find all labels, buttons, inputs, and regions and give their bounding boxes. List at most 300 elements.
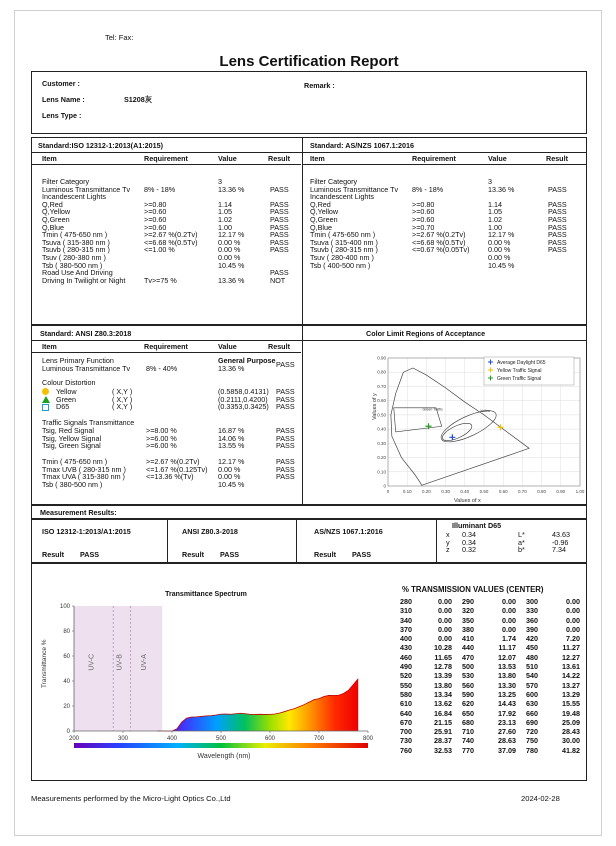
iso-result-cell: PASS bbox=[270, 245, 289, 255]
traffic-value: 16.87 % bbox=[218, 426, 245, 435]
trans-value: 25.09 bbox=[562, 717, 580, 727]
iso-result-label: ISO 12312-1:2013/A1:2015 bbox=[42, 527, 131, 536]
trans-value: 0.00 bbox=[566, 615, 580, 625]
iso-result-cell: NOT bbox=[270, 275, 286, 285]
asnzs-results bbox=[548, 178, 567, 269]
trans-value: 21.15 bbox=[434, 717, 452, 727]
asnzs-req: <=6.68 %(0.5Tv) bbox=[412, 237, 466, 247]
coord-key: y bbox=[446, 537, 450, 547]
ansi-section bbox=[31, 325, 587, 505]
trans-value: 14.22 bbox=[562, 671, 580, 681]
trans-wavelength: 680 bbox=[462, 717, 474, 727]
colour-result: PASS bbox=[276, 402, 295, 412]
ansi-tail-req bbox=[146, 481, 208, 489]
ansi-lum-req: 8% - 40% bbox=[146, 364, 178, 373]
trans-table-title: % TRANSMISSION VALUES (CENTER) bbox=[402, 585, 544, 594]
trans-value: 7.20 bbox=[566, 634, 580, 644]
asnzs-item: Q,Green bbox=[310, 214, 338, 224]
trans-value: 12.07 bbox=[498, 652, 516, 662]
asnzs-item: Q,Yellow bbox=[310, 207, 339, 217]
trans-value: 0.00 bbox=[438, 597, 452, 606]
ansi-tail-result: PASS bbox=[276, 464, 295, 474]
iso-header-item: Item bbox=[42, 154, 57, 163]
trans-value: 13.62 bbox=[434, 699, 452, 709]
cie-y-tick: 0.40 bbox=[377, 426, 386, 432]
lab-value: -0.96 bbox=[552, 537, 569, 547]
asnzs-item: Q,Blue bbox=[310, 222, 332, 232]
ansi-colour-xy bbox=[112, 388, 132, 411]
ansi-primary-label: Lens Primary Function bbox=[42, 356, 114, 365]
trans-row bbox=[400, 644, 586, 653]
traffic-req: >=6.00 % bbox=[146, 441, 177, 451]
cie-x-tick: 0.50 bbox=[479, 489, 489, 494]
lens-type-label: Lens Type : bbox=[42, 111, 82, 120]
ansi-tail-results bbox=[276, 458, 295, 488]
lens-name-label: Lens Name : bbox=[42, 95, 85, 104]
trans-row bbox=[400, 747, 586, 756]
trans-wavelength: 510 bbox=[526, 662, 538, 672]
traffic-value: 13.55 % bbox=[218, 441, 245, 451]
iso-req: >=2.67 %(0.2Tv) bbox=[144, 230, 198, 240]
traffic-req: >=6.00 % bbox=[146, 433, 177, 443]
ansi-tail-req: >=2.67 %(0.2Tv) bbox=[146, 457, 200, 466]
lab-key: L* bbox=[518, 530, 525, 539]
trans-wavelength: 310 bbox=[400, 606, 412, 616]
asnzs-item: Incandescent Lights bbox=[310, 192, 374, 202]
traffic-name: Tsig, Yellow Signal bbox=[42, 433, 102, 443]
ansi-tail-value: 10.45 % bbox=[218, 479, 245, 489]
trans-wavelength: 300 bbox=[526, 597, 538, 606]
colour-xy: ( X,Y ) bbox=[112, 394, 133, 404]
cie-x-tick: 0.30 bbox=[441, 489, 450, 494]
x-tick-label: 700 bbox=[313, 736, 325, 742]
trans-wavelength: 350 bbox=[462, 615, 474, 625]
asnzs-value: 12.17 % bbox=[488, 230, 515, 240]
iso-item: Q,Red bbox=[42, 199, 63, 209]
asnzs-result-label: AS/NZS 1067.1:2016 bbox=[314, 527, 383, 536]
iso-result-cell: PASS bbox=[270, 230, 289, 240]
asnzs-value: 0.00 % bbox=[488, 237, 511, 247]
trans-value: 12.78 bbox=[434, 662, 452, 672]
legend-label: Average Daylight D65 bbox=[497, 360, 546, 366]
trans-row bbox=[400, 607, 586, 616]
iso-req: >=0.80 bbox=[144, 199, 167, 209]
measurement-results bbox=[31, 519, 587, 563]
colour-xy: ( X,Y ) bbox=[112, 387, 133, 396]
uv-band-label: UV-C bbox=[88, 653, 96, 671]
ansi-result: Result bbox=[182, 550, 204, 559]
trans-value: 13.53 bbox=[498, 662, 516, 672]
standards-section bbox=[31, 137, 587, 325]
trans-value: 10.28 bbox=[434, 643, 452, 653]
trans-value: 28.63 bbox=[498, 736, 516, 746]
trans-wavelength: 290 bbox=[462, 597, 474, 606]
trans-wavelength: 710 bbox=[462, 727, 474, 737]
iso-req: 8% - 18% bbox=[144, 184, 176, 194]
asnzs-title: Standard: AS/NZS 1067.1:2016 bbox=[310, 141, 414, 150]
iso-item: Filter Category bbox=[42, 177, 90, 186]
iso-req: <=6.68 %(0.5Tv) bbox=[144, 237, 198, 247]
asnzs-result-cell: PASS bbox=[548, 214, 567, 224]
asnzs-result: Result bbox=[314, 550, 336, 559]
cie-x-tick: 0.60 bbox=[498, 489, 508, 494]
trans-wavelength: 380 bbox=[462, 624, 474, 634]
trans-value: 37.09 bbox=[498, 745, 516, 755]
trans-row bbox=[400, 691, 586, 700]
trans-value: 11.27 bbox=[562, 643, 580, 653]
trans-wavelength: 460 bbox=[400, 652, 412, 662]
iso-value: 10.45 % bbox=[218, 260, 245, 270]
trans-wavelength: 340 bbox=[400, 615, 412, 625]
trans-value: 13.61 bbox=[562, 662, 580, 672]
asnzs-req: <=0.67 %(0.05Tv) bbox=[412, 245, 470, 255]
trans-wavelength: 420 bbox=[526, 634, 538, 644]
iso-result-value: PASS bbox=[80, 550, 100, 559]
trans-wavelength: 630 bbox=[526, 699, 538, 709]
trans-value: 0.00 bbox=[502, 615, 516, 625]
trans-wavelength: 400 bbox=[400, 634, 412, 644]
x-tick-label: 500 bbox=[215, 736, 227, 742]
ansi-result-label: ANSI Z80.3-2018 bbox=[182, 527, 238, 536]
ansi-header-req: Requirement bbox=[144, 342, 188, 351]
acceptance-ellipse-outer bbox=[437, 405, 500, 448]
spectrum-title: Transmittance Spectrum bbox=[165, 591, 247, 598]
ansi-title: Standard: ANSI Z80.3:2018 bbox=[40, 329, 132, 338]
trans-value: 14.43 bbox=[498, 699, 516, 709]
asnzs-result-cell: PASS bbox=[548, 237, 567, 247]
asnzs-result-cell bbox=[548, 254, 567, 262]
asnzs-req: >=0.80 bbox=[412, 199, 435, 209]
trans-value: 13.80 bbox=[498, 671, 516, 681]
trans-row bbox=[400, 598, 586, 607]
cie-x-tick: 0.70 bbox=[518, 489, 527, 494]
trans-value: 17.92 bbox=[498, 708, 516, 718]
iso-items bbox=[42, 178, 130, 284]
asnzs-result-cell: PASS bbox=[548, 199, 567, 209]
trans-wavelength: 520 bbox=[400, 671, 412, 681]
trans-value: 0.00 bbox=[502, 606, 516, 616]
coord-key: z bbox=[446, 545, 450, 555]
trans-row bbox=[400, 663, 586, 672]
measurement-title: Measurement Results: bbox=[40, 508, 117, 517]
color-limit-chart bbox=[352, 350, 586, 504]
yellow-region-label: Yellow bbox=[480, 409, 491, 414]
ansi-header-item: Item bbox=[42, 342, 57, 351]
ansi-tail-values bbox=[218, 458, 244, 488]
iso-requirements bbox=[144, 178, 198, 284]
trans-value: 0.00 bbox=[566, 624, 580, 634]
transmittance-chart bbox=[36, 584, 376, 762]
colour-name: D65 bbox=[56, 402, 70, 412]
trans-row bbox=[400, 737, 586, 746]
coord-value: 0.34 bbox=[462, 537, 476, 547]
iso-result-cell: PASS bbox=[270, 268, 289, 278]
report-page bbox=[14, 10, 602, 836]
asnzs-value: 1.00 bbox=[488, 222, 502, 232]
ansi-tail-item: Tmin ( 475-650 nm ) bbox=[42, 457, 108, 466]
ansi-tail-item: Tsb ( 380-500 nm ) bbox=[42, 479, 103, 489]
iso-header-req: Requirement bbox=[144, 154, 188, 163]
iso-value: 0.00 % bbox=[218, 252, 241, 262]
asnzs-item: Filter Category bbox=[310, 177, 358, 186]
asnzs-value: 1.14 bbox=[488, 199, 502, 209]
asnzs-header-value: Value bbox=[488, 154, 507, 163]
trans-value: 23.13 bbox=[498, 717, 516, 727]
trans-wavelength: 470 bbox=[462, 652, 474, 662]
iso-result-cell: PASS bbox=[270, 222, 289, 232]
trans-value: 13.30 bbox=[498, 680, 516, 690]
iso-req: <=1.00 % bbox=[144, 245, 175, 255]
spectrum-area bbox=[157, 679, 358, 731]
cie-y-tick: 0.30 bbox=[377, 440, 386, 446]
trans-wavelength: 330 bbox=[526, 606, 538, 616]
trans-row bbox=[400, 682, 586, 691]
asnzs-header-item: Item bbox=[310, 154, 325, 163]
trans-value: 19.48 bbox=[562, 708, 580, 718]
iso-item: Tsuvb ( 280-315 nm ) bbox=[42, 245, 110, 255]
iso-item: Tsuv ( 280-380 nm ) bbox=[42, 252, 106, 262]
iso-header-result: Result bbox=[268, 154, 290, 163]
asnzs-header-result: Result bbox=[546, 154, 568, 163]
iso-value: 12.17 % bbox=[218, 230, 245, 240]
ansi-primary-value: General Purpose bbox=[218, 356, 276, 365]
trans-value: 0.00 bbox=[438, 634, 452, 644]
iso-value: 13.36 % bbox=[218, 275, 245, 285]
ansi-tail-value: 0.00 % bbox=[218, 472, 241, 482]
trans-value: 28.37 bbox=[434, 736, 452, 746]
trans-wavelength: 570 bbox=[526, 680, 538, 690]
trans-value: 13.29 bbox=[562, 689, 580, 699]
cie-x-tick: 0.90 bbox=[556, 489, 566, 494]
trans-value: 30.00 bbox=[562, 736, 580, 746]
ansi-lum-result: PASS bbox=[276, 360, 295, 369]
trans-row bbox=[400, 700, 586, 709]
ansi-tail-items bbox=[42, 458, 126, 488]
trans-wavelength: 370 bbox=[400, 624, 412, 634]
iso-req: >=0.60 bbox=[144, 214, 167, 224]
trans-wavelength: 600 bbox=[526, 689, 538, 699]
ansi-tail-reqs bbox=[146, 458, 208, 488]
trans-value: 28.43 bbox=[562, 727, 580, 737]
asnzs-result-cell bbox=[548, 262, 567, 270]
asnzs-value: 3 bbox=[488, 177, 492, 186]
trans-wavelength: 430 bbox=[400, 643, 412, 653]
iso-values bbox=[218, 178, 244, 284]
traffic-result: PASS bbox=[276, 441, 295, 451]
ansi-tail-item: Tmax UVB ( 280-315 nm ) bbox=[42, 464, 126, 474]
acceptance-ellipse-inner bbox=[440, 420, 474, 444]
trans-row bbox=[400, 672, 586, 681]
iso-item: Luminous Transmittance Tv bbox=[42, 184, 131, 194]
trans-wavelength: 740 bbox=[462, 736, 474, 746]
coord-key: x bbox=[446, 530, 450, 539]
trans-row bbox=[400, 728, 586, 737]
trans-value: 16.84 bbox=[434, 708, 452, 718]
trans-wavelength: 770 bbox=[462, 745, 474, 755]
trans-wavelength: 620 bbox=[462, 699, 474, 709]
ansi-tail-result bbox=[276, 481, 295, 489]
cie-y-tick: 0.60 bbox=[377, 398, 386, 404]
asnzs-req: 8% - 18% bbox=[412, 184, 444, 194]
trans-wavelength: 640 bbox=[400, 708, 412, 718]
ansi-tail-value: 0.00 % bbox=[218, 464, 241, 474]
colour-value: (0.3353,0.3425) bbox=[218, 402, 269, 412]
iso-result-cell: PASS bbox=[270, 184, 289, 194]
traffic-value: 14.06 % bbox=[218, 433, 245, 443]
x-tick-label: 200 bbox=[68, 736, 80, 742]
trans-value: 0.00 bbox=[438, 606, 452, 616]
iso-title: Standard:ISO 12312-1:2013(A1:2015) bbox=[38, 141, 164, 150]
asnzs-value: 13.36 % bbox=[488, 184, 515, 194]
trans-wavelength: 700 bbox=[400, 727, 412, 737]
trans-row bbox=[400, 710, 586, 719]
iso-result-cell: PASS bbox=[270, 214, 289, 224]
measurement-title-bar bbox=[31, 505, 587, 519]
asnzs-value: 10.45 % bbox=[488, 260, 515, 270]
x-tick-label: 400 bbox=[166, 736, 178, 742]
cie-x-tick: 0 bbox=[386, 489, 390, 494]
iso-value: 13.36 % bbox=[218, 184, 245, 194]
trans-wavelength: 490 bbox=[400, 662, 412, 672]
cie-xlabel: Values of x bbox=[454, 498, 481, 504]
trans-wavelength: 540 bbox=[526, 671, 538, 681]
lab-value: 43.63 bbox=[552, 530, 570, 539]
trans-value: 13.25 bbox=[498, 689, 516, 699]
trans-value: 41.82 bbox=[562, 745, 580, 755]
colour-name: Yellow bbox=[56, 387, 77, 396]
trans-value: 0.00 bbox=[502, 624, 516, 634]
coord-value: 0.34 bbox=[462, 530, 476, 539]
trans-value: 11.65 bbox=[434, 652, 452, 662]
trans-value: 13.27 bbox=[562, 680, 580, 690]
traffic-result: PASS bbox=[276, 433, 295, 443]
iso-item: Tsb ( 380-500 nm ) bbox=[42, 260, 103, 270]
trans-value: 27.60 bbox=[498, 727, 516, 737]
asnzs-result-cell: PASS bbox=[548, 230, 567, 240]
green-triangle-icon bbox=[42, 396, 50, 403]
trans-wavelength: 410 bbox=[462, 634, 474, 644]
cie-y-tick: 0.20 bbox=[377, 455, 386, 461]
cie-ylabel: Values of y bbox=[372, 393, 378, 420]
x-tick-label: 600 bbox=[264, 736, 276, 742]
trans-row bbox=[400, 617, 586, 626]
cie-y-tick: 0.50 bbox=[377, 412, 386, 418]
y-tick-label: 80 bbox=[63, 629, 70, 635]
trans-value: 32.53 bbox=[434, 745, 452, 755]
y-tick-label: 40 bbox=[63, 679, 70, 685]
iso-value: 1.02 bbox=[218, 214, 232, 224]
asnzs-item: Tsuvb ( 280-315 nm ) bbox=[310, 245, 378, 255]
cie-x-tick: 0.10 bbox=[402, 489, 412, 494]
iso-item: Incandescent Lights bbox=[42, 192, 106, 202]
iso-result-cell: PASS bbox=[270, 207, 289, 217]
iso-item: Driving In Twilight or Night bbox=[42, 275, 126, 285]
colour-result: PASS bbox=[276, 394, 295, 404]
lab-values bbox=[552, 531, 570, 554]
y-tick-label: 60 bbox=[63, 654, 70, 660]
ansi-tail-result: PASS bbox=[276, 472, 295, 482]
trans-wavelength: 560 bbox=[462, 680, 474, 690]
trans-wavelength: 760 bbox=[400, 745, 412, 755]
ansi-lum-value: 13.36 % bbox=[218, 364, 245, 373]
page-title: Lens Certification Report bbox=[219, 53, 399, 70]
asnzs-result-cell: PASS bbox=[548, 222, 567, 232]
ansi-tail-req: <=1.67 %(0.125Tv) bbox=[146, 464, 208, 474]
trans-wavelength: 590 bbox=[462, 689, 474, 699]
lab-keys bbox=[518, 531, 525, 554]
trans-wavelength: 670 bbox=[400, 717, 412, 727]
asnzs-item: Tsuv ( 280-400 nm ) bbox=[310, 252, 374, 262]
asnzs-req: >=0.60 bbox=[412, 207, 435, 217]
iso-value: 0.00 % bbox=[218, 237, 241, 247]
iso-item: Q,Yellow bbox=[42, 207, 71, 217]
colour-value: (0.2111,0.4200) bbox=[218, 394, 268, 404]
ansi-lum-label: Luminous Transmittance Tv bbox=[42, 364, 131, 373]
trans-value: 0.00 bbox=[502, 597, 516, 606]
traffic-name: Tsig, Red Signal bbox=[42, 426, 94, 435]
legend-label: Green Traffic Signal bbox=[497, 376, 542, 382]
asnzs-item: Tmin ( 475-650 nm ) bbox=[310, 230, 376, 240]
traffic-names bbox=[42, 427, 101, 450]
footer-text: Measurements performed by the Micro-Light Optics Co.,Ltd bbox=[31, 794, 231, 803]
colour-value: (0.5858,0.4131) bbox=[218, 387, 269, 396]
iso-req: Tv>=75 % bbox=[144, 275, 177, 285]
iso-req bbox=[144, 254, 198, 262]
traffic-name: Tsig, Green Signal bbox=[42, 441, 101, 451]
traffic-label: Traffic Signals Transmittance bbox=[42, 418, 135, 427]
cie-y-tick: 0.70 bbox=[377, 383, 386, 389]
ansi-colour-results bbox=[276, 388, 295, 411]
asnzs-value: 0.00 % bbox=[488, 245, 511, 255]
iso-value: 3 bbox=[218, 177, 222, 186]
traffic-reqs bbox=[146, 427, 177, 450]
asnzs-header-req: Requirement bbox=[412, 154, 456, 163]
y-tick-label: 0 bbox=[66, 729, 70, 735]
iso-result-cell: PASS bbox=[270, 199, 289, 209]
colour-distortion-label: Colour Distortion bbox=[42, 378, 96, 387]
spectrum-xlabel: Wavelength (nm) bbox=[197, 753, 251, 760]
trans-wavelength: 730 bbox=[400, 736, 412, 746]
trans-wavelength: 660 bbox=[526, 708, 538, 718]
trans-wavelength: 610 bbox=[400, 699, 412, 709]
spectrum-section bbox=[31, 563, 587, 781]
asnzs-item: Q,Red bbox=[310, 199, 331, 209]
coord-value: 0.32 bbox=[462, 545, 476, 555]
y-tick-label: 20 bbox=[63, 704, 70, 710]
trans-value: 13.80 bbox=[434, 680, 452, 690]
cie-x-tick: 0.80 bbox=[537, 489, 546, 494]
cie-x-tick: 0.40 bbox=[460, 489, 470, 494]
ansi-tail-value: 12.17 % bbox=[218, 457, 245, 466]
iso-result: Result bbox=[42, 550, 64, 559]
trans-row bbox=[400, 654, 586, 663]
cie-y-tick: 0.90 bbox=[377, 355, 386, 361]
trans-wavelength: 580 bbox=[400, 689, 412, 699]
trans-value: 1.74 bbox=[502, 634, 516, 644]
remark-label: Remark : bbox=[304, 81, 335, 90]
lens-name-value: S1208灰 bbox=[124, 95, 152, 104]
trans-wavelength: 480 bbox=[526, 652, 538, 662]
ansi-header-result: Result bbox=[268, 342, 290, 351]
asnzs-result-cell: PASS bbox=[548, 207, 567, 217]
asnzs-req: >=2.67 %(0.2Tv) bbox=[412, 230, 466, 240]
trans-row bbox=[400, 626, 586, 635]
trans-wavelength: 750 bbox=[526, 736, 538, 746]
iso-req bbox=[144, 262, 198, 270]
trans-wavelength: 720 bbox=[526, 727, 538, 737]
trans-value: 0.00 bbox=[566, 606, 580, 616]
colour-name: Green bbox=[56, 394, 76, 404]
